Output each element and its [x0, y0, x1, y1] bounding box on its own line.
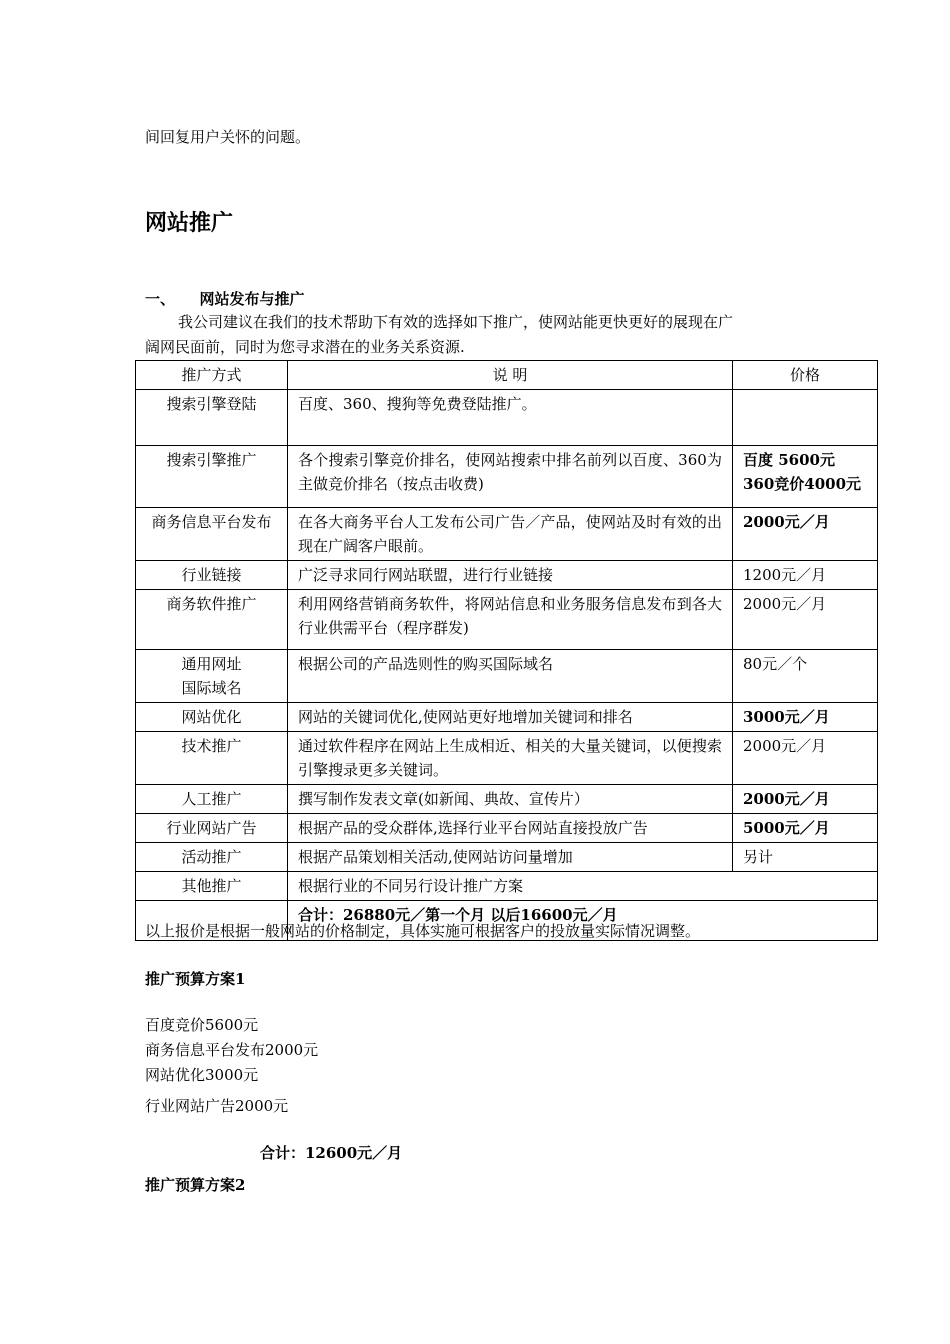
table-row — [136, 814, 878, 843]
plan1-total: 合计：12600元／月 — [260, 1144, 403, 1162]
row-price — [733, 446, 878, 508]
row-price: 2000元／月 — [733, 590, 878, 650]
plan2-title: 推广预算方案2 — [145, 1176, 246, 1194]
row-price: 2000元／月 — [733, 508, 878, 561]
row-price: 另计 — [733, 843, 878, 872]
row-description: 根据产品策划相关活动,使网站访问量增加 — [288, 843, 733, 872]
table-row — [136, 872, 878, 901]
header-price: 价格 — [733, 361, 878, 390]
table-row — [136, 590, 878, 650]
row-description: 各个搜索引擎竞价排名，使网站搜索中排名前列以百度、360为主做竞价排名（按点击收费) — [288, 446, 733, 508]
plan1-title: 推广预算方案1 — [145, 970, 246, 988]
table-row — [136, 446, 878, 508]
row-price — [733, 390, 878, 446]
plan1-item: 行业网站广告2000元 — [145, 1097, 289, 1115]
row-description: 根据产品的受众群体,选择行业平台网站直接投放广告 — [288, 814, 733, 843]
section-title: 网站推广 — [145, 211, 234, 236]
row-description: 百度、360、搜狗等免费登陆推广。 — [288, 390, 733, 446]
row-price-line2: 360竞价4000元 — [743, 475, 862, 493]
row-method: 技术推广 — [136, 732, 288, 785]
row-method-line1: 通用网址 — [181, 655, 242, 673]
row-price: 3000元／月 — [733, 703, 878, 732]
row-method: 商务信息平台发布 — [136, 508, 288, 561]
promotion-table — [135, 360, 878, 941]
subsection-number: 一、 — [145, 290, 176, 308]
intro-tail-text: 间回复用户关怀的问题。 — [145, 128, 311, 146]
table-row — [136, 732, 878, 785]
row-method-line2: 国际域名 — [181, 679, 242, 697]
intro-paragraph-line2: 阔网民面前，同时为您寻求潜在的业务关系资源. — [145, 338, 465, 356]
row-method: 人工推广 — [136, 785, 288, 814]
row-price: 1200元／月 — [733, 561, 878, 590]
header-description: 说 明 — [288, 361, 733, 390]
row-price: 2000元／月 — [733, 785, 878, 814]
table-row — [136, 650, 878, 703]
row-price-line1: 百度 5600元 — [743, 451, 835, 469]
table-row — [136, 785, 878, 814]
subsection-heading — [145, 288, 305, 309]
row-method: 行业链接 — [136, 561, 288, 590]
table-row — [136, 508, 878, 561]
plan1-item: 商务信息平台发布2000元 — [145, 1041, 319, 1059]
intro-paragraph-line1: 我公司建议在我们的技术帮助下有效的选择如下推广，使网站能更快更好的展现在广 — [178, 313, 734, 331]
row-description: 撰写制作发表文章(如新闻、典故、宣传片） — [288, 785, 733, 814]
table-row — [136, 561, 878, 590]
table-row — [136, 703, 878, 732]
row-method: 活动推广 — [136, 843, 288, 872]
row-method: 商务软件推广 — [136, 590, 288, 650]
row-method: 其他推广 — [136, 872, 288, 901]
table-total: 合计：26880元／第一个月 以后16600元／月 — [288, 901, 878, 941]
row-price: 80元／个 — [733, 650, 878, 703]
row-description: 在各大商务平台人工发布公司广告／产品，使网站及时有效的出现在广阔客户眼前。 — [288, 508, 733, 561]
row-description: 广泛寻求同行网站联盟，进行行业链接 — [288, 561, 733, 590]
table-row — [136, 390, 878, 446]
row-method — [136, 650, 288, 703]
table-header-row — [136, 361, 878, 390]
row-price: 2000元／月 — [733, 732, 878, 785]
row-description: 利用网络营销商务软件，将网站信息和业务服务信息发布到各大行业供需平台（程序群发) — [288, 590, 733, 650]
table-row — [136, 843, 878, 872]
row-description: 根据行业的不同另行设计推广方案 — [288, 872, 878, 901]
plan1-item: 百度竞价5600元 — [145, 1016, 259, 1034]
subsection-title: 网站发布与推广 — [199, 290, 305, 308]
row-price: 5000元／月 — [733, 814, 878, 843]
row-method: 网站优化 — [136, 703, 288, 732]
row-method: 搜索引擎推广 — [136, 446, 288, 508]
plan1-item: 网站优化3000元 — [145, 1066, 259, 1084]
row-description: 网站的关键词优化,使网站更好地增加关键词和排名 — [288, 703, 733, 732]
header-method: 推广方式 — [136, 361, 288, 390]
row-method: 搜索引擎登陆 — [136, 390, 288, 446]
row-description: 通过软件程序在网站上生成相近、相关的大量关键词，以便搜索引擎搜录更多关键词。 — [288, 732, 733, 785]
pricing-note: 以上报价是根据一般网站的价格制定，具体实施可根据客户的投放量实际情况调整。 — [145, 922, 701, 940]
row-method: 行业网站广告 — [136, 814, 288, 843]
intro-paragraph — [145, 310, 805, 360]
row-description: 根据公司的产品选则性的购买国际域名 — [288, 650, 733, 703]
